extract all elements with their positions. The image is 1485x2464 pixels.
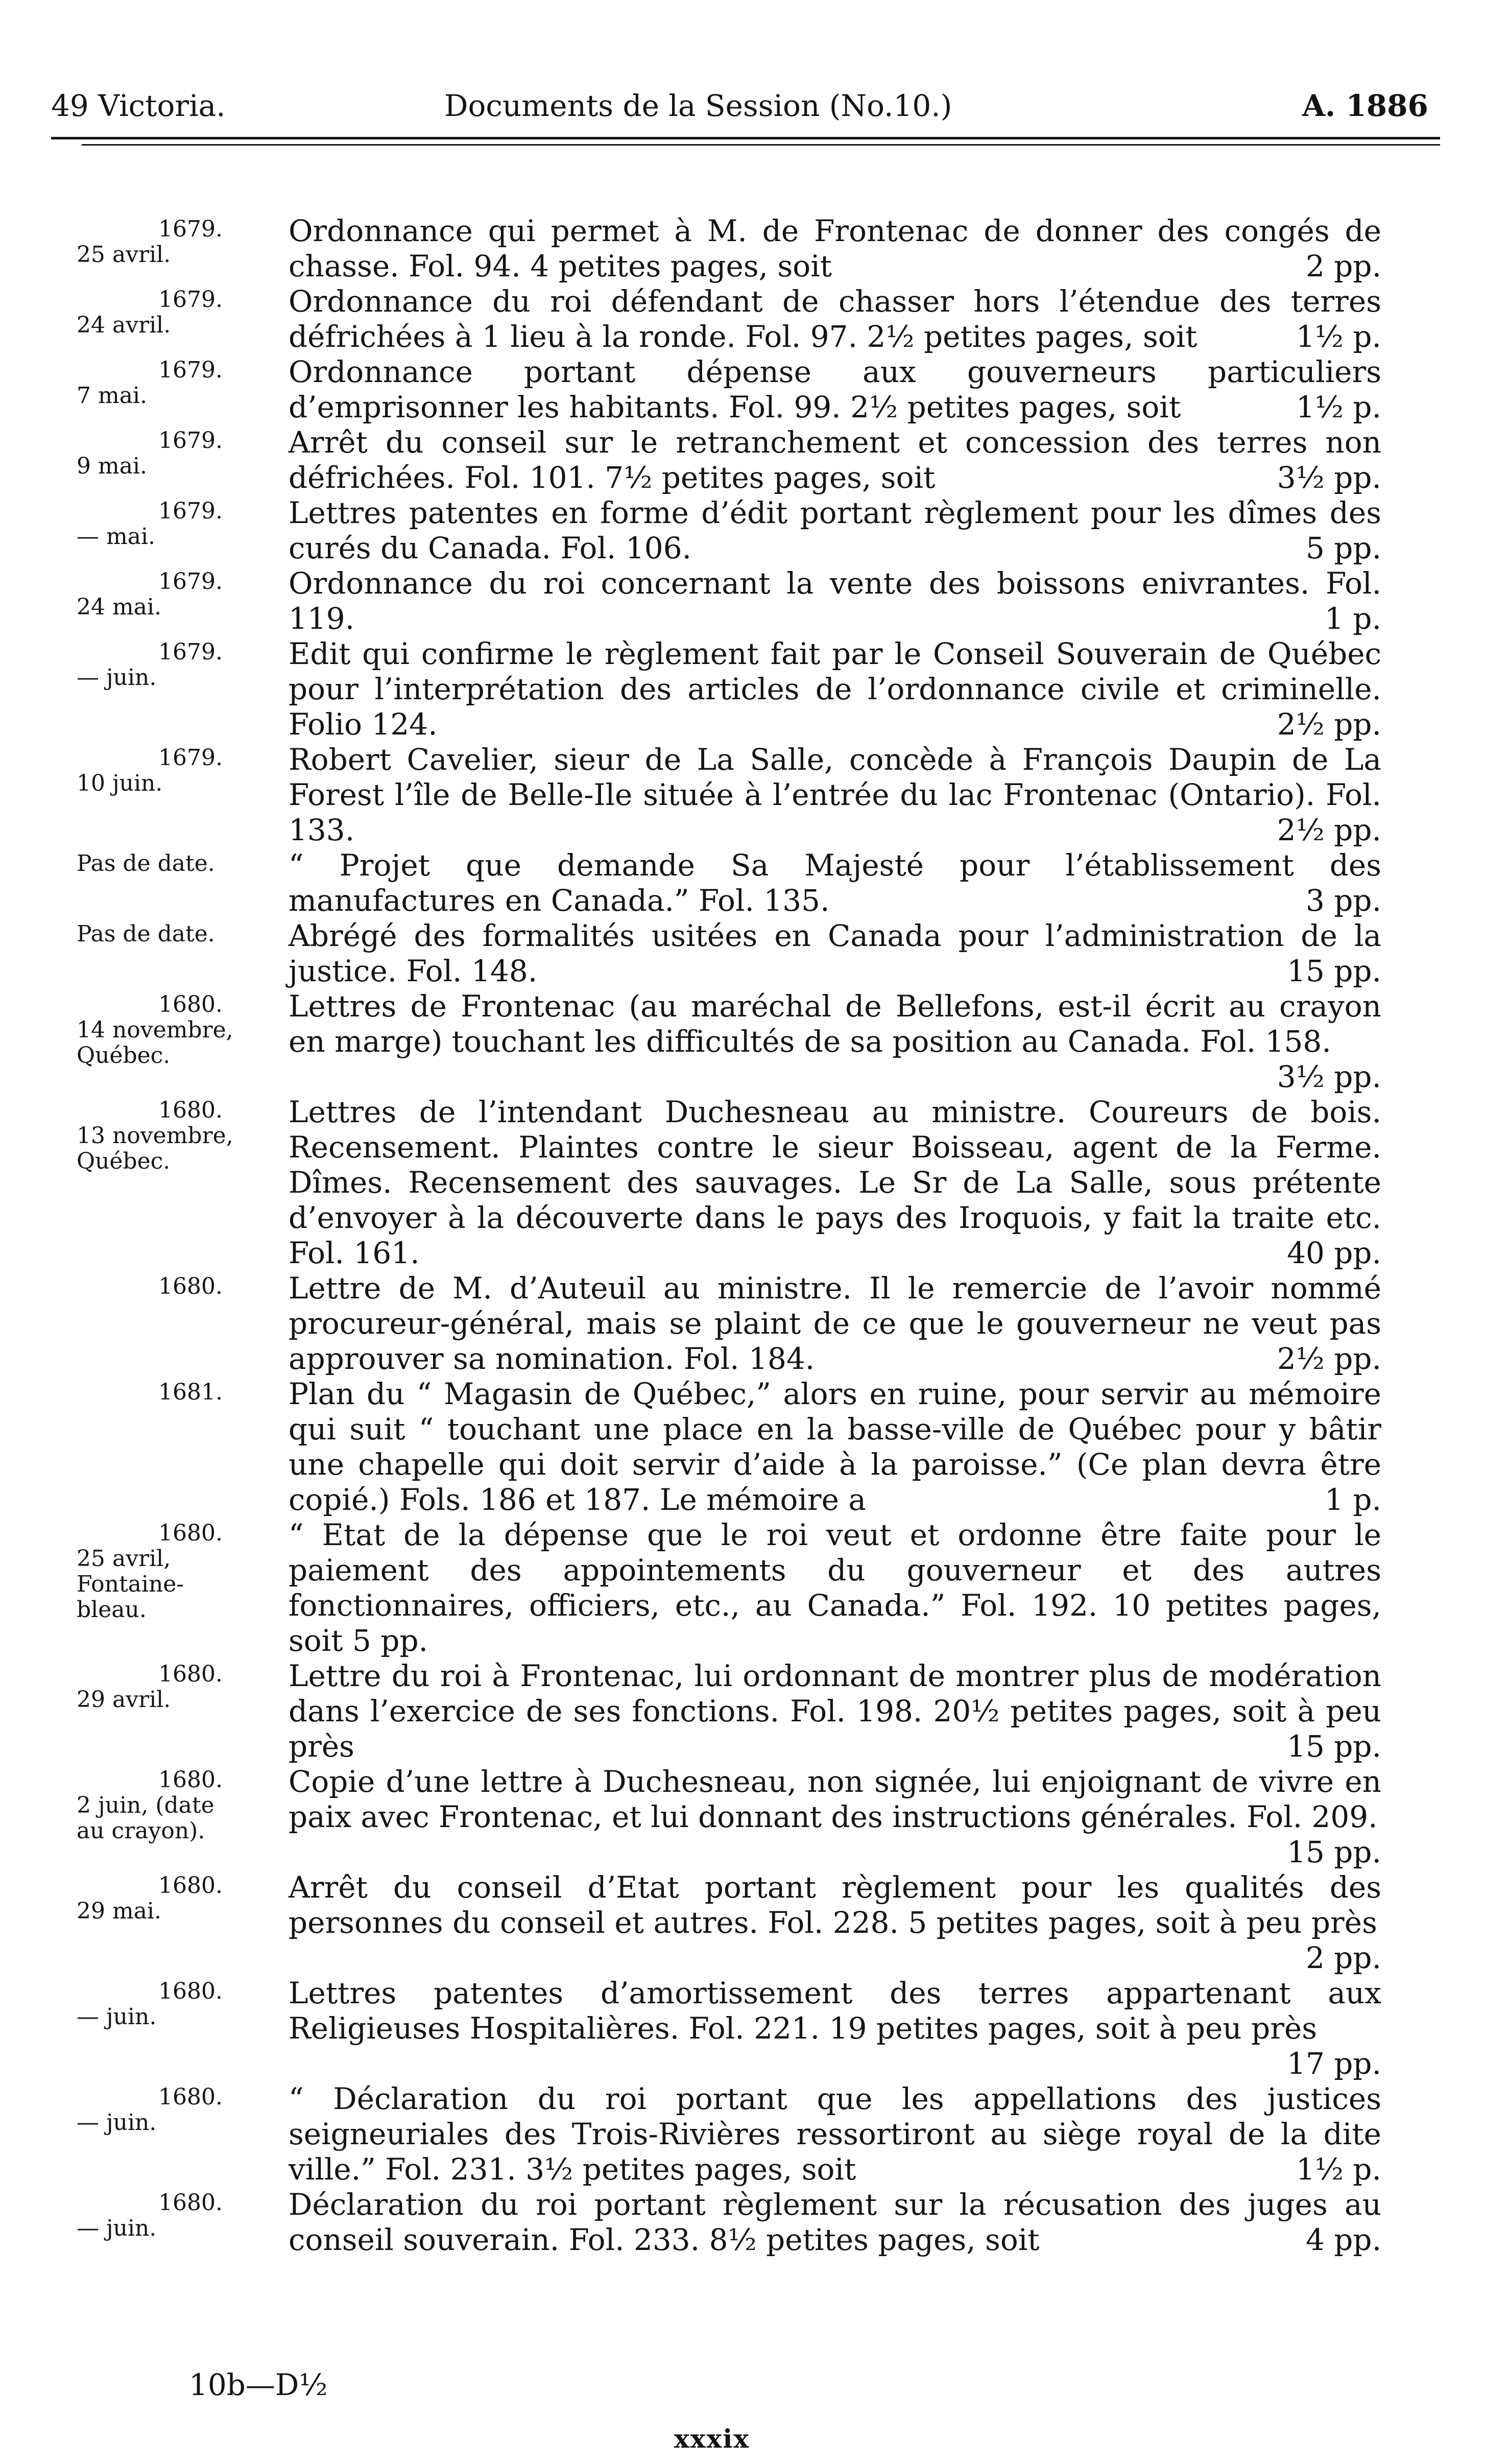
entry-date-line: 9 mai.	[77, 453, 147, 479]
entry-row	[0, 1976, 1485, 2081]
header-rule	[51, 137, 1440, 139]
entry-date-line: 1679.	[158, 568, 223, 595]
entry-description: “ Etat de la dépense que le roi veut et ordonne être faite pour le paiement des appointements du gouverneur et des autres fonctionnaires, officiers, etc., au Canada.” Fol. 192. 10 petites pages, soit 5 pp.	[289, 1518, 1381, 1658]
entry-date	[77, 1380, 286, 1405]
entry-description: Lettre de M. d’Auteuil au ministre. Il le remercie de l’avoir nommé procureur-général, mais se plaint de ce que le gouverneur ne veut pas approuver sa nomination. Fol. 184.	[289, 1271, 1381, 1376]
entry-row	[0, 214, 1485, 284]
entry-page-count: 1 p.	[1325, 1482, 1381, 1517]
entry-description: Ordonnance du roi défendant de chasser hors l’étendue des terres défrichées à 1 lieu à la ronde. Fol. 97. 2½ petites pages, soit	[289, 284, 1381, 354]
entry-row	[0, 1095, 1485, 1271]
entry-date-line: — juin.	[77, 2004, 157, 2030]
entry-date-line: 24 avril.	[77, 312, 171, 338]
running-header-year: A. 1886	[1302, 88, 1428, 123]
entry-row	[0, 1377, 1485, 1518]
entry-row	[0, 425, 1485, 495]
entry-page-count: 2 pp.	[1305, 249, 1381, 283]
entry-row	[0, 495, 1485, 566]
entry-row	[0, 1870, 1485, 1976]
entry-date	[77, 358, 286, 409]
entry-date-line: 24 mai.	[77, 594, 161, 620]
entry-date-line: — juin.	[77, 2110, 157, 2136]
entry-row	[0, 566, 1485, 636]
entry-date-line: 29 avril.	[77, 1687, 171, 1713]
entry-description: Plan du “ Magasin de Québec,” alors en ruine, pour servir au mémoire qui suit “ touchant une place en la basse-ville de Québec pour y bâtir une chapelle qui doit servir d’aide à la paroisse.” (Ce plan devra être copié.) Fols. 186 et 187. Le mémoire a	[289, 1377, 1381, 1517]
entry-description: “ Projet que demande Sa Majesté pour l’établissement des manufactures en Canada.” Fol. 135.	[289, 848, 1381, 918]
entry-date-line: 25 avril,	[77, 1546, 171, 1572]
entry-description: Robert Cavelier, sieur de La Salle, concède à François Daupin de La Forest l’île de Belle-Ile située à l’entrée du lac Frontenac (Ontario). Fol. 133.	[289, 742, 1381, 847]
entry-page-count: 2½ pp.	[1277, 707, 1381, 742]
entry-date	[77, 1098, 286, 1174]
entry-date-line: 13 novembre,	[77, 1123, 233, 1149]
entry-page-count: 3½ pp.	[1277, 460, 1381, 495]
entry-row	[0, 284, 1485, 354]
entry-date	[77, 1767, 286, 1844]
entry-date-line: 7 mai.	[77, 383, 147, 409]
entry-description-block	[289, 989, 1381, 1095]
entry-date-line: — juin.	[77, 665, 157, 691]
entry-description-block	[289, 566, 1381, 636]
entry-date	[77, 921, 286, 947]
entry-date	[77, 217, 286, 268]
entry-date-line: 1680.	[158, 1097, 223, 1123]
entry-description-block	[289, 1976, 1381, 2081]
entry-date-line: 1680.	[158, 1767, 223, 1793]
entry-page-count: 4 pp.	[1305, 2222, 1381, 2257]
entry-row	[0, 2187, 1485, 2258]
running-header-left: 49 Victoria.	[51, 88, 226, 123]
entry-description-block	[289, 1870, 1381, 1976]
entry-page-count: 1 p.	[1325, 601, 1381, 636]
entry-date	[77, 1979, 286, 2030]
entry-page-count: 1½ p.	[1296, 319, 1381, 354]
entry-row	[0, 1518, 1485, 1659]
entry-date-line: Québec.	[77, 1043, 171, 1069]
entry-description-block	[289, 425, 1381, 495]
entry-description: Ordonnance du roi concernant la vente des boissons enivrantes. Fol. 119.	[289, 566, 1381, 636]
entry-row	[0, 918, 1485, 989]
entry-description: Edit qui confirme le règlement fait par le Conseil Souverain de Québec pour l’interprétation des articles de l’ordonnance civile et criminelle. Folio 124.	[289, 636, 1381, 742]
entry-page-count: 2½ pp.	[1277, 1341, 1381, 1376]
entry-date-line: 1679.	[158, 216, 223, 242]
entry-date-line: Pas de date.	[77, 850, 215, 876]
entry-date-line: 10 juin.	[77, 770, 163, 796]
entry-date-line: Fontaine-	[77, 1571, 184, 1597]
entry-row	[0, 1764, 1485, 1870]
entry-description: Lettres patentes d’amortissement des terres appartenant aux Religieuses Hospitalières. Fol. 221. 19 petites pages, soit à peu près	[289, 1976, 1381, 2046]
entry-date	[77, 1274, 286, 1299]
entry-description: Déclaration du roi portant règlement sur la récusation des juges au conseil souverain. Fol. 233. 8½ petites pages, soit	[289, 2187, 1381, 2257]
entry-page-count: 2 pp.	[1305, 1940, 1381, 1975]
running-header-title: Documents de la Session (No.10.)	[444, 88, 952, 123]
entry-page-count: 15 pp.	[1287, 1729, 1381, 1764]
calendar-entries	[0, 214, 1485, 2258]
entry-page-count: 3½ pp.	[1277, 1059, 1381, 1094]
entry-description: Lettres patentes en forme d’édit portant règlement pour les dîmes des curés du Canada. Fol. 106.	[289, 495, 1381, 565]
entry-description-block	[289, 1764, 1381, 1870]
entry-date-line: 1680.	[158, 1273, 223, 1299]
entry-date-line: 1681.	[158, 1379, 223, 1405]
entry-description-block	[289, 354, 1381, 425]
entry-description: Ordonnance qui permet à M. de Frontenac de donner des congés de chasse. Fol. 94. 4 petites pages, soit	[289, 214, 1381, 283]
entry-description-block	[289, 1659, 1381, 1764]
entry-description: Arrêt du conseil d’Etat portant règlement pour les qualités des personnes du conseil et autres. Fol. 228. 5 petites pages, soit à peu près	[289, 1870, 1381, 1940]
entry-description-block	[289, 1271, 1381, 1377]
entry-row	[0, 848, 1485, 918]
entry-description-block	[289, 1377, 1381, 1518]
entry-description-block	[289, 2081, 1381, 2187]
entry-description: Copie d’une lettre à Duchesneau, non signée, lui enjoignant de vivre en paix avec Frontenac, et lui donnant des instructions générales. Fol. 209.	[289, 1764, 1381, 1834]
entry-date-line: 1680.	[158, 1661, 223, 1687]
entry-page-count: 15 pp.	[1287, 954, 1381, 988]
entry-row	[0, 2081, 1485, 2187]
entry-row	[0, 1271, 1485, 1377]
entry-page-count: 17 pp.	[1287, 2046, 1381, 2081]
entry-description-block	[289, 918, 1381, 989]
entry-description-block	[289, 848, 1381, 918]
entry-date	[77, 569, 286, 620]
entry-description-block	[289, 495, 1381, 566]
entry-date	[77, 1662, 286, 1713]
entry-description: Abrégé des formalités usitées en Canada pour l’administration de la justice. Fol. 148.	[289, 918, 1381, 988]
entry-date	[77, 499, 286, 550]
entry-description: Lettres de Frontenac (au maréchal de Bellefons, est-il écrit au crayon en marge) touchant les difficultés de sa position au Canada. Fol. 158.	[289, 989, 1381, 1059]
entry-description: Arrêt du conseil sur le retranchement et concession des terres non défrichées. Fol. 101. 7½ petites pages, soit	[289, 425, 1381, 495]
entry-date-line: 1680.	[158, 2084, 223, 2110]
entry-date-line: bleau.	[77, 1597, 147, 1623]
entry-date	[77, 428, 286, 479]
entry-date-line: 1680.	[158, 991, 223, 1017]
entry-date-line: 1679.	[158, 357, 223, 383]
entry-row	[0, 636, 1485, 742]
entry-row	[0, 742, 1485, 848]
entry-description: Lettre du roi à Frontenac, lui ordonnant de montrer plus de modération dans l’exercice de ses fonctions. Fol. 198. 20½ petites pages, soit à peu près	[289, 1659, 1381, 1764]
entry-description-block	[289, 284, 1381, 354]
entry-page-count: 5 pp.	[1305, 531, 1381, 565]
entry-description-block	[289, 636, 1381, 742]
entry-description: Lettres de l’intendant Duchesneau au ministre. Coureurs de bois. Recensement. Plaintes contre le sieur Boisseau, agent de la Ferme. Dîmes. Recensement des sauvages. Le Sr de La Salle, sous prétente d’envoyer à la découverte dans le pays des Iroquois, y fait la traite etc. Fol. 161.	[289, 1095, 1381, 1270]
page-number: xxxix	[674, 2424, 750, 2454]
entry-date-line: 2 juin, (date	[77, 1792, 214, 1818]
entry-date-line: 25 avril.	[77, 242, 171, 268]
entry-date-line: 29 mai.	[77, 1898, 161, 1924]
entry-description: Ordonnance portant dépense aux gouverneurs particuliers d’emprisonner les habitants. Fol. 99. 2½ petites pages, soit	[289, 354, 1381, 424]
entry-date-line: au crayon).	[77, 1818, 205, 1844]
entry-page-count: 1½ p.	[1296, 2152, 1381, 2187]
entry-date	[77, 745, 286, 796]
entry-description-block	[289, 1095, 1381, 1271]
entry-date-line: 1680.	[158, 1978, 223, 2004]
entry-date-line: Pas de date.	[77, 921, 215, 947]
entry-description-block	[289, 742, 1381, 848]
entry-page-count: 1½ p.	[1296, 390, 1381, 424]
entry-date	[77, 639, 286, 691]
entry-date-line: 1679.	[158, 745, 223, 771]
entry-page-count: 15 pp.	[1287, 1835, 1381, 1869]
entry-date-line: 1679.	[158, 287, 223, 313]
entry-page-count: 3 pp.	[1305, 883, 1381, 918]
entry-date	[77, 2084, 286, 2136]
header-rule-thin	[82, 144, 1440, 146]
entry-date-line: Québec.	[77, 1148, 171, 1174]
entry-date-line: 1680.	[158, 1873, 223, 1899]
entry-row	[0, 989, 1485, 1095]
entry-date-line: — juin.	[77, 2215, 157, 2241]
entry-date-line: 1680.	[158, 2190, 223, 2216]
entry-page-count: 40 pp.	[1287, 1236, 1381, 1270]
entry-description: “ Déclaration du roi portant que les appellations des justices seigneuriales des Trois-Rivières ressortiront au siège royal de la dite ville.” Fol. 231. 3½ petites pages, soit	[289, 2081, 1381, 2187]
entry-date-line: 1679.	[158, 428, 223, 454]
entry-date-line: — mai.	[77, 524, 155, 550]
entry-page-count: 2½ pp.	[1277, 813, 1381, 847]
entry-row	[0, 354, 1485, 425]
entry-date-line: 1680.	[158, 1520, 223, 1546]
entry-description-block	[289, 2187, 1381, 2258]
entry-date	[77, 1521, 286, 1623]
signature-mark: 10b—D½	[189, 2367, 328, 2402]
entry-date-line: 14 novembre,	[77, 1017, 233, 1043]
entry-date	[77, 1873, 286, 1924]
entry-date-line: 1679.	[158, 498, 223, 524]
entry-date	[77, 2190, 286, 2241]
entry-date	[77, 992, 286, 1069]
entry-row	[0, 1659, 1485, 1764]
entry-description-block	[289, 214, 1381, 284]
entry-date	[77, 851, 286, 876]
entry-date-line: 1679.	[158, 639, 223, 665]
entry-date	[77, 287, 286, 338]
entry-description-block	[289, 1518, 1381, 1659]
